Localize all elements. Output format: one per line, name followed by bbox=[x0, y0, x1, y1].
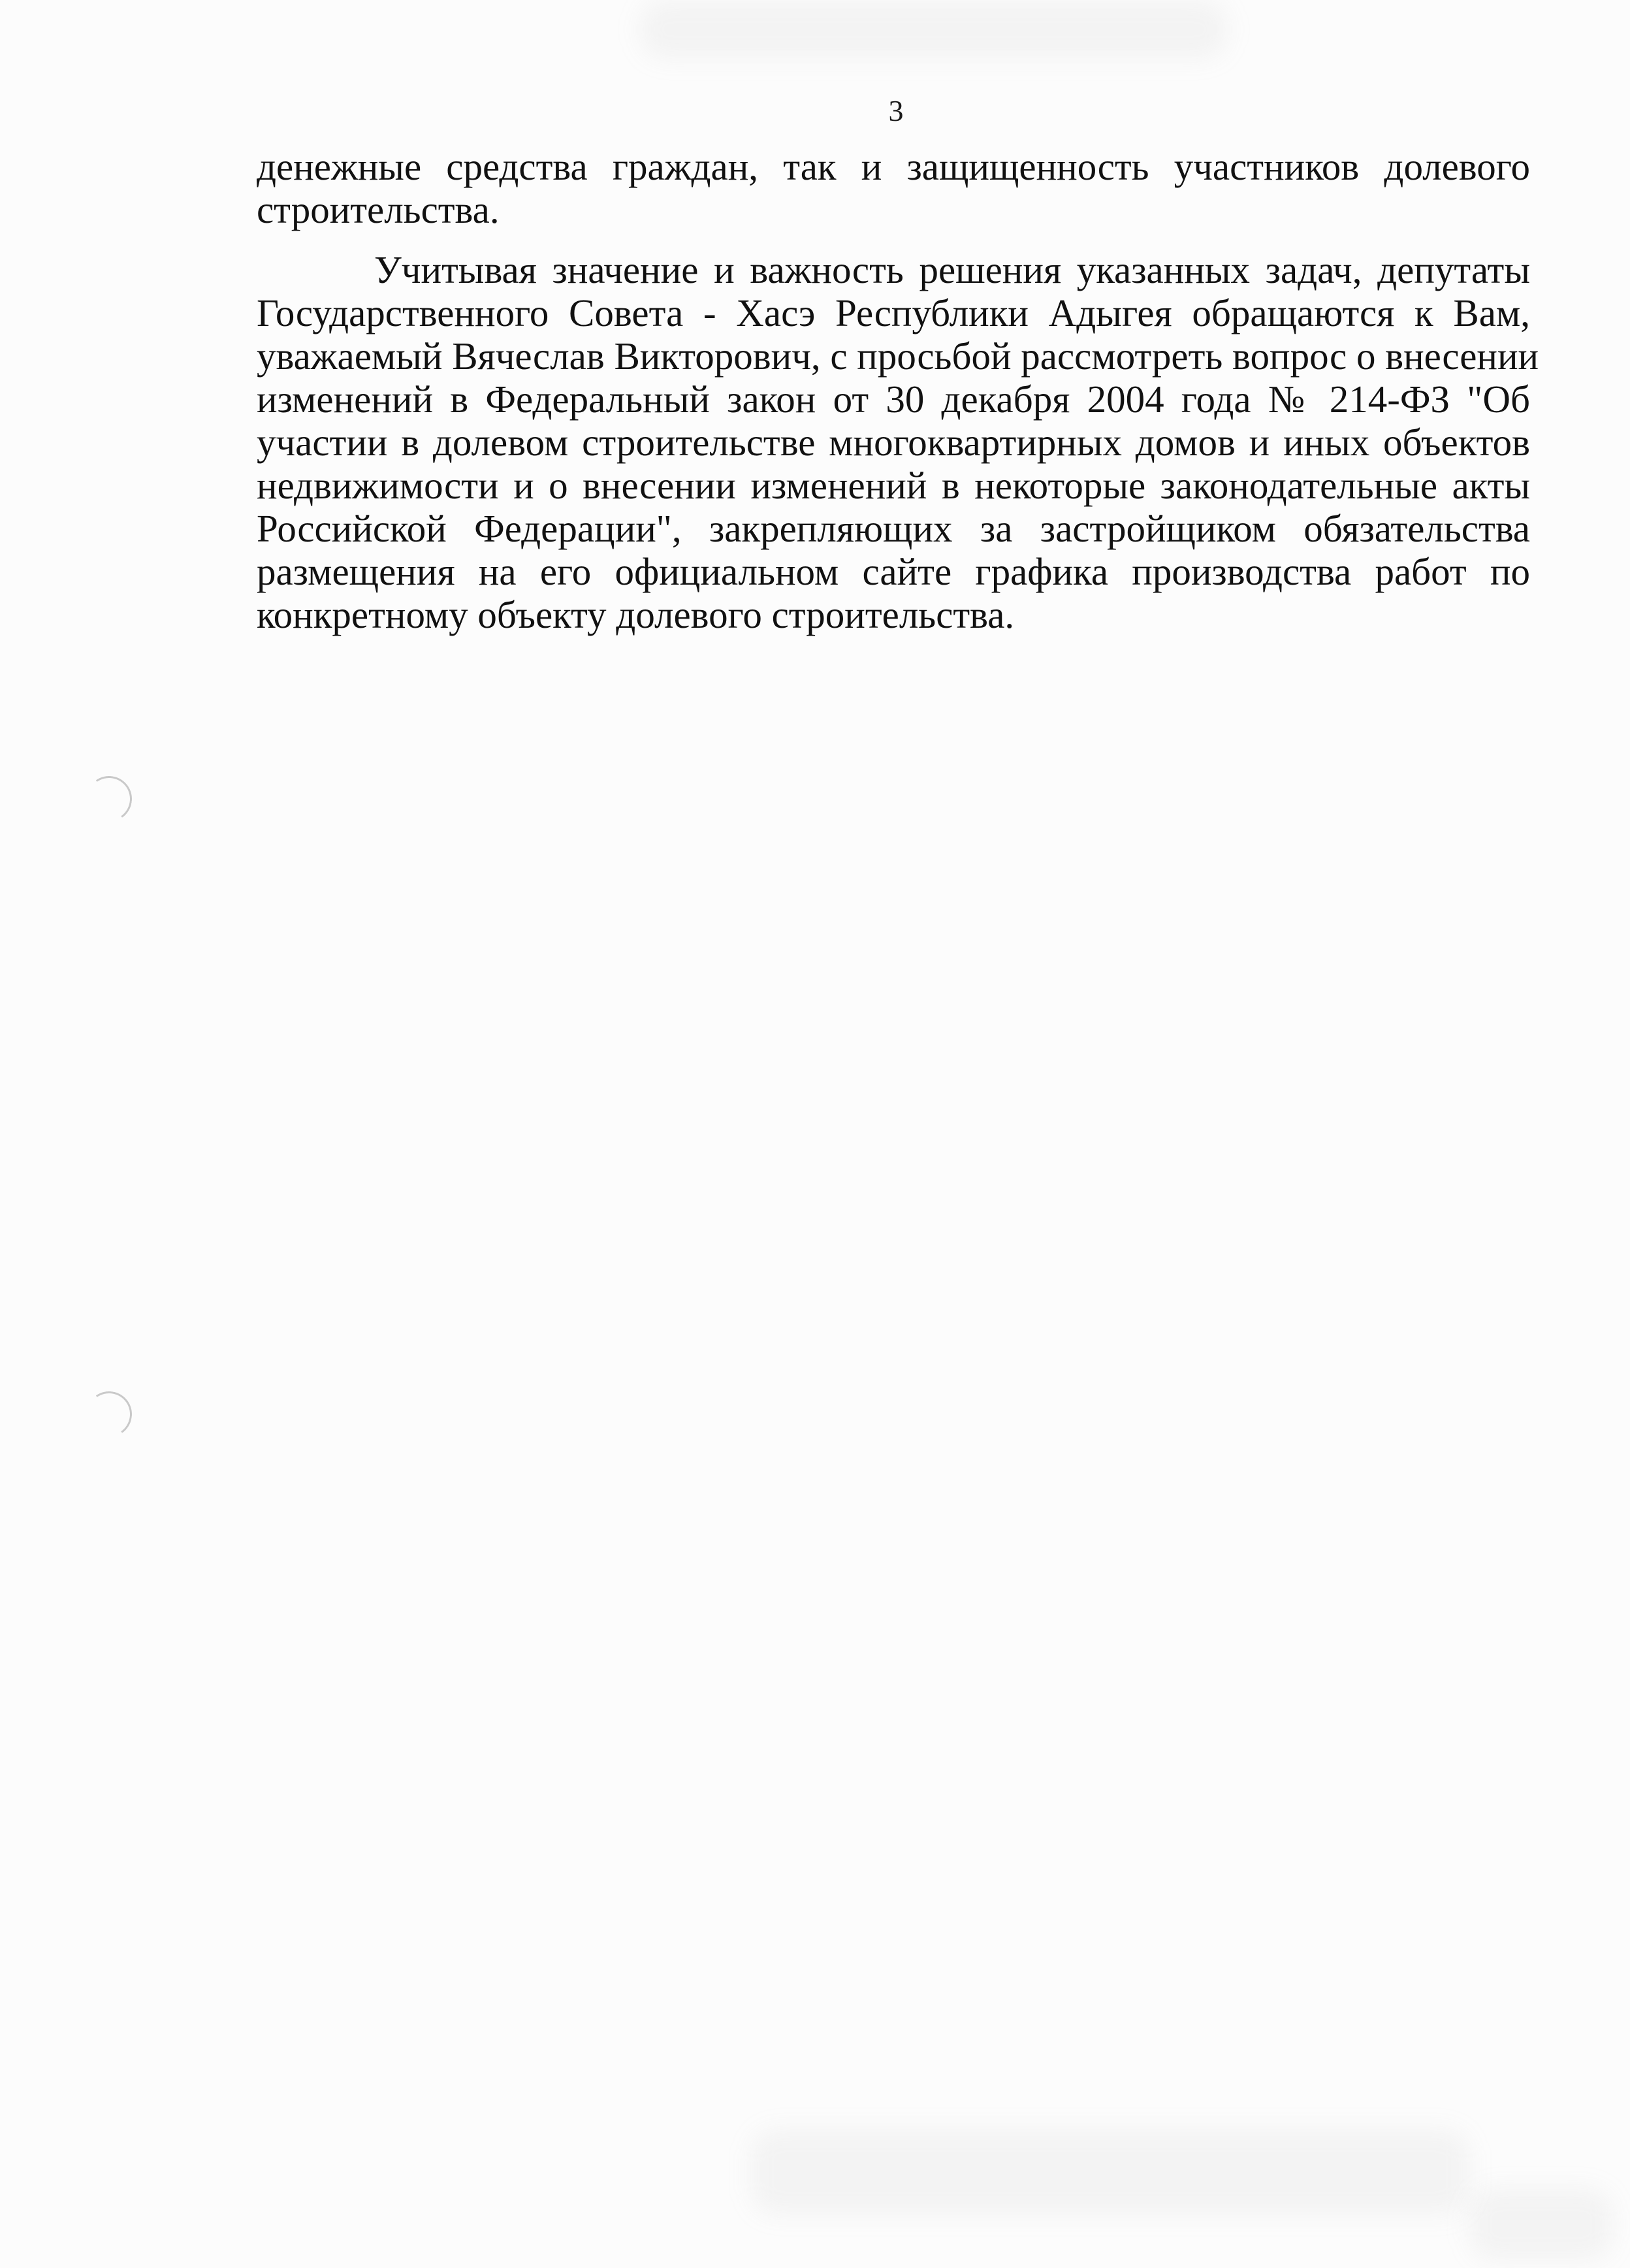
paragraph-2 bbox=[257, 248, 1539, 636]
paragraph-line: Государственного Совета - Хасэ Республики Адыгея обращаются к Вам, bbox=[257, 291, 1530, 334]
paragraph-line: Российской Федерации", закрепляющих за застройщиком обязательства bbox=[257, 507, 1530, 550]
paragraph-line: изменений в Федеральный закон от 30 декабря 2004 года № 214-ФЗ "Об bbox=[257, 378, 1530, 421]
paragraph-1 bbox=[257, 145, 1530, 231]
scan-smudge bbox=[1469, 2188, 1613, 2260]
letter-body bbox=[257, 145, 1539, 636]
punch-hole-mark bbox=[82, 772, 135, 825]
paragraph-line: участии в долевом строительстве многоквартирных домов и иных объектов bbox=[257, 421, 1530, 464]
paragraph-line: недвижимости и о внесении изменений в некоторые законодательные акты bbox=[257, 464, 1530, 507]
paragraph-spacer bbox=[257, 231, 1530, 248]
paragraph-line: Учитывая значение и важность решения указанных задач, депутаты bbox=[374, 248, 1530, 291]
paragraph-line: денежные средства граждан, так и защищенность участников долевого bbox=[257, 145, 1530, 188]
scan-smudge bbox=[640, 0, 1228, 59]
paragraph-line: уважаемый Вячеслав Викторович, с просьбой рассмотреть вопрос о внесении bbox=[257, 334, 1539, 378]
scan-smudge bbox=[751, 2130, 1469, 2214]
punch-hole-mark bbox=[82, 1387, 135, 1440]
page-number: 3 bbox=[888, 94, 904, 127]
paragraph-line: конкретному объекту долевого строительства. bbox=[257, 593, 1015, 636]
paragraph-line: строительства. bbox=[257, 188, 500, 231]
paragraph-line: размещения на его официальном сайте графика производства работ по bbox=[257, 550, 1530, 593]
